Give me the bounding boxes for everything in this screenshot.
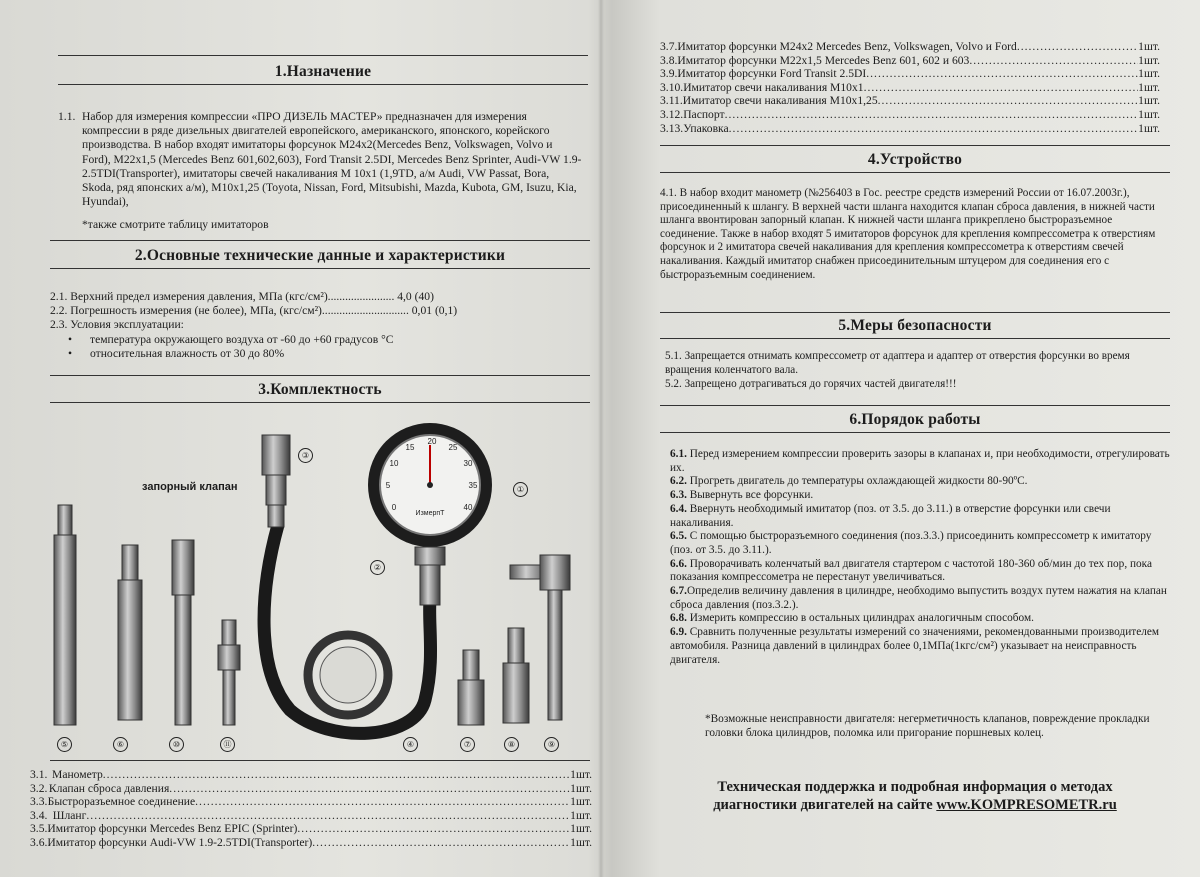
gauge-tick-label: 40: [463, 503, 473, 512]
step-text: Ввернуть необходимый имитатор (поз. от 3.5. до 3.11.) в отверстие форсунки или свечи накаливания.: [670, 502, 1111, 529]
callout-number: ⑦: [460, 737, 475, 752]
step-text: Определив величину давления в цилиндре, необходимо выпустить воздух путем нажатия на клапан сброса давления (поз.3.2.).: [670, 585, 1167, 611]
rule: [50, 402, 590, 403]
kit-list-item: [30, 809, 592, 823]
kit-list-item: [660, 40, 1160, 54]
support-text: диагностики двигателей на сайте: [713, 797, 937, 813]
callout-number: ⑧: [504, 737, 519, 752]
rule: [58, 55, 588, 56]
rule: [660, 145, 1170, 146]
item-qty: 1шт.: [1138, 40, 1160, 53]
spec-line: 2.2. Погрешность измерения (не более), МПа, (кгс/см²).............................. 0,01 (0,1): [50, 304, 458, 317]
conditions-list: [50, 333, 570, 361]
kit-list-item: [660, 81, 1160, 95]
callout-number: ⑩: [169, 737, 184, 752]
adapter-11: [218, 620, 240, 725]
rule: [58, 84, 588, 85]
item-qty: 1шт.: [570, 808, 592, 822]
adapter-8: [503, 628, 529, 723]
step-text: Проворачивать коленчатый вал двигателя стартером с частотой 180-360 об/мин до тех пор, пока показания компрессометра не перестанут увеличиваться.: [670, 557, 1152, 584]
procedure-step: [670, 503, 1170, 530]
section-title-purpose: 1.Назначение: [274, 63, 372, 80]
safety-paragraph: 5.1. Запрещается отнимать компрессометр от адаптера и адаптер от отверстия форсунки во время вращения коленчатого вала.: [665, 350, 1130, 376]
condition-item: • температура окружающего воздуха от -60 до +60 градусов °С: [50, 333, 570, 347]
item-qty: 1шт.: [1138, 53, 1160, 67]
note-text: *также смотрите таблицу имитаторов: [82, 218, 269, 231]
item-qty: 1шт.: [1138, 67, 1160, 81]
adapter-7: [458, 650, 484, 725]
item-qty: 1шт.: [1138, 80, 1160, 94]
item-text: Имитатор свечи накаливания M10x1,25: [682, 94, 878, 108]
gauge-tick-label: 10: [389, 459, 399, 468]
gauge-tick-label: 20: [427, 437, 437, 446]
step-text: Перед измерением компрессии проверить зазоры в клапанах и, при необходимости, отрегулировать их.: [670, 448, 1170, 474]
item-qty: 1шт.: [570, 822, 592, 836]
gauge-brand: ИзмерпТ: [415, 510, 445, 517]
callout-number: ⑥: [113, 737, 128, 752]
support-website-link[interactable]: www.KOMPRESOMETR.ru: [936, 797, 1117, 813]
step-text: Измерить компрессию в остальных цилиндрах аналогичным способом.: [686, 612, 1034, 625]
item-number: 3.2.: [30, 781, 48, 795]
rule: [50, 375, 590, 376]
item-number: 3.11.: [660, 94, 683, 108]
gauge-tick-label: 25: [448, 443, 458, 452]
step-text: Прогреть двигатель до температуры охлаждающей жидкости 80-90ºС.: [686, 475, 1028, 488]
adapter-6: [118, 545, 142, 720]
callout-number: ⑤: [57, 737, 72, 752]
left-page: [30, 0, 590, 877]
callout-number: ②: [370, 560, 385, 575]
item-number: 3.10.: [660, 80, 684, 94]
procedure-step: [670, 558, 1170, 585]
callout-number: ⑪: [220, 737, 235, 752]
kit-list-item: [30, 782, 592, 796]
step-text: Вывернуть все форсунки.: [686, 489, 814, 502]
step-number: 6.6.: [670, 557, 687, 570]
pressure-gauge: [368, 423, 492, 605]
procedure-step: [670, 530, 1170, 557]
safety-paragraph: 5.2. Запрещено дотрагиваться до горячих частей двигателя!!!: [665, 378, 957, 390]
section-title-procedure: 6.Порядок работы: [849, 411, 981, 428]
item-number: 3.7.: [660, 40, 678, 53]
procedure-step: [670, 475, 1170, 489]
kit-list-item: [30, 768, 592, 782]
spec-line: 2.1. Верхний предел измерения давления, МПа (кгс/см²)....................... 4,0 (40): [50, 290, 434, 303]
item-text: Имитатор форсунки Mercedes Benz EPIC (Sprinter): [47, 822, 298, 836]
item-text: Имитатор форсунки Audi-VW 1.9-2.5TDI(Transporter): [47, 835, 313, 849]
item-text: Имитатор форсунки M22x1,5 Mercedes Benz 601, 602 и 603: [677, 53, 970, 67]
item-number: 3.1.: [30, 768, 48, 781]
right-page: [620, 0, 1175, 877]
callout-number: ④: [403, 737, 418, 752]
kit-list-item: [660, 122, 1160, 136]
rule: [660, 172, 1170, 173]
item-text: Имитатор форсунки M24x2 Mercedes Benz, Volkswagen, Volvo и Ford: [677, 40, 1017, 53]
step-number: 6.7.: [670, 585, 687, 598]
item-qty: 1шт.: [570, 835, 592, 849]
item-qty: 1шт.: [1138, 121, 1160, 135]
item-text: Имитатор форсунки Ford Transit 2.5DI: [677, 67, 867, 81]
kit-list-item: [30, 836, 592, 850]
item-text: Манометр: [52, 768, 103, 781]
para-number: 1.1.: [58, 110, 76, 123]
support-line: [660, 796, 1170, 814]
item-qty: 1шт.: [1138, 107, 1160, 121]
spec-line: 2.3. Условия эксплуатации:: [50, 318, 184, 331]
step-number: 6.8.: [670, 612, 687, 625]
procedure-step: [670, 448, 1170, 475]
gauge-tick-label: 0: [391, 503, 397, 512]
step-number: 6.9.: [670, 626, 687, 639]
item-number: 3.9.: [660, 67, 678, 81]
item-qty: 1шт.: [570, 795, 592, 809]
procedure-step: [670, 489, 1170, 503]
rule: [50, 268, 590, 269]
kit-list-item: [30, 822, 592, 836]
adapter-5: [54, 505, 76, 725]
step-text: Сравнить полученные результаты измерений со значениями, рекомендованными производителем автомобиля. Разница давлений в цилиндрах более 0,1МПа(1кгс/см²) указывает на неисправность двигателя.: [670, 626, 1160, 666]
kit-list-left: [30, 768, 592, 850]
section-title-safety: 5.Меры безопасности: [838, 317, 992, 334]
kit-list-right: [660, 40, 1160, 135]
step-number: 6.4.: [670, 502, 687, 515]
kit-illustration: [30, 410, 590, 755]
callout-number: ①: [513, 482, 528, 497]
gauge-tick-label: 15: [405, 443, 415, 452]
item-text: Имитатор свечи накаливания M10x1: [683, 80, 864, 94]
section-title-specs: 2.Основные технические данные и характеристики: [134, 247, 506, 264]
procedure-step: [670, 612, 1170, 626]
step-text: С помощью быстроразъемного соединения (поз.3.3.) присоединить компрессометр к имитатору (поз. от 3.5. до 3.11.).: [670, 530, 1152, 556]
rule: [660, 432, 1170, 433]
rule: [660, 312, 1170, 313]
kit-list-item: [30, 795, 592, 809]
item-number: 3.4.: [30, 808, 48, 822]
support-block: [660, 778, 1170, 814]
rule: [50, 240, 590, 241]
item-qty: 1шт.: [1138, 94, 1160, 108]
page-fold: [598, 0, 604, 877]
step-number: 6.3.: [670, 489, 687, 502]
faults-note: *Возможные неисправности двигателя: негерметичность клапанов, повреждение прокладки головки блока цилиндров, поломка или пригорание поршневых колец.: [705, 713, 1150, 740]
shutoff-valve: [262, 435, 290, 527]
condition-item: • относительная влажность от 30 до 80%: [50, 347, 570, 361]
item-number: 3.12.: [660, 107, 684, 121]
kit-list-item: [660, 54, 1160, 68]
item-number: 3.5.: [30, 822, 48, 836]
item-text: Паспорт: [683, 107, 725, 121]
shutoff-valve-label: запорный клапан: [142, 481, 238, 493]
item-text: Быстроразъемное соединение: [47, 795, 196, 809]
purpose-paragraph: Набор для измерения компрессии «ПРО ДИЗЕЛЬ МАСТЕР» предназначен для измерения компрессии в ряде дизельных двигателей европейского, американского, японского, корейского производства. В набор входят имитаторы форсунок M24x2(Mercedes Benz, Volkswagen, Volvo и Ford), M22x1,5 (Mercedes Benz 601,602,603), Ford Transit 2.5DI, Mercedes Benz Sprinter, Audi-VW 1.9-2.5TDI(Transporter), имитаторы свечей накаливания M 10x1 (1,9TD, а/м Audi, VW Passat, Bora, Skoda, ряд японских а/м), M10x1,25 (Toyota, Nissan, Ford, Mitsubishi, Mazda, Kubota, GM, Isuzu, Kia, Hyundai),: [82, 110, 582, 209]
gauge-tick-label: 30: [463, 459, 473, 468]
section-title-device: 4.Устройство: [867, 151, 963, 168]
item-qty: 1шт.: [570, 768, 592, 781]
callout-number: ⑨: [544, 737, 559, 752]
item-number: 3.6.: [30, 835, 48, 849]
callout-number: ③: [298, 448, 313, 463]
step-number: 6.5.: [670, 530, 687, 543]
procedure-steps: [670, 448, 1170, 667]
gauge-tick-label: 5: [385, 481, 391, 490]
step-number: 6.2.: [670, 475, 687, 488]
rule: [660, 405, 1170, 406]
step-number: 6.1.: [670, 448, 687, 460]
procedure-step: [670, 585, 1170, 612]
procedure-step: [670, 626, 1170, 667]
kit-list-item: [660, 94, 1160, 108]
item-text: Шланг: [52, 808, 87, 822]
rule: [50, 760, 590, 761]
item-text: Упаковка: [683, 121, 729, 135]
support-line: Техническая поддержка и подробная информация о методах: [717, 779, 1113, 795]
item-qty: 1шт.: [570, 781, 592, 795]
kit-list-item: [660, 108, 1160, 122]
gauge-tick-label: 35: [468, 481, 478, 490]
device-paragraph: 4.1. В набор входит манометр (№256403 в Гос. реестре средств измерений России от 16.07.2003г.), присоединенный к шлангу. В верхней части шланга находится клапан сброса давления, в нижней части шланга ввонтирован запорный клапан. К нижней части шланга прикреплено быстроразъемное соединение. Также в набор входят 5 имитаторов форсунок для крепления компрессометра к отверстиям форсунок и 2 имитатора свечей накаливания для крепления компрессометра к отверстиям свечей накаливания. Каждый имитатор снабжен присоединительным штуцером для соединения его с быстроразъемным соединением.: [660, 187, 1156, 281]
kit-list-item: [660, 67, 1160, 81]
rule: [660, 338, 1170, 339]
item-number: 3.3.: [30, 795, 48, 809]
item-number: 3.8.: [660, 53, 678, 67]
adapter-10: [172, 540, 194, 725]
item-number: 3.13.: [660, 121, 684, 135]
item-text: Клапан сброса давления: [48, 781, 170, 795]
section-title-kit: 3.Комплектность: [258, 381, 382, 398]
